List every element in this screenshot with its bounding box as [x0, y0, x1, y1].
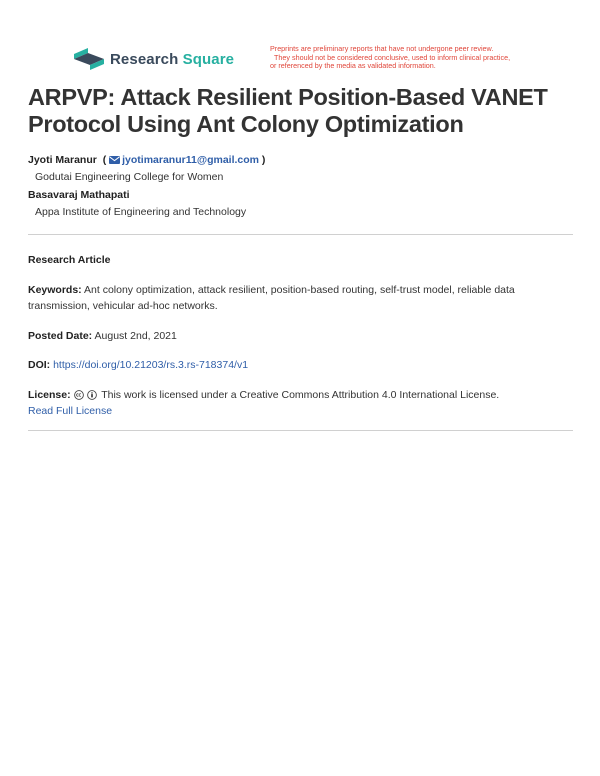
title-line: ARPVP: Attack Resilient Position-Based VANET	[28, 84, 548, 110]
posted-date-label: Posted Date:	[28, 330, 93, 342]
cc-icon	[74, 390, 84, 400]
author-1: Jyoti Maranur ( jyotimaranur11@gmail.com )	[28, 154, 266, 166]
author-name: Basavaraj Mathapati	[28, 189, 130, 201]
divider-bottom	[28, 430, 573, 431]
author-email-link[interactable]	[109, 154, 262, 166]
research-square-logo-icon	[74, 48, 104, 70]
logo-text	[110, 51, 234, 68]
preprint-notice	[270, 45, 560, 71]
doi-link[interactable]: https://doi.org/10.21203/rs.3.rs-718374/v1	[53, 359, 249, 371]
research-square-logo[interactable]	[74, 48, 234, 70]
license	[28, 387, 573, 419]
logo-word-square: Square	[182, 50, 235, 68]
paper-title	[28, 84, 573, 138]
author-2	[28, 187, 573, 203]
author-email: jyotimaranur11@gmail.com	[122, 154, 259, 166]
license-label: License:	[28, 389, 71, 401]
doi-label: DOI:	[28, 359, 51, 371]
license-text: This work is licensed under a Creative Commons Attribution 4.0 International License.	[101, 389, 500, 401]
by-icon	[87, 390, 97, 400]
author-name: Jyoti Maranur	[28, 154, 97, 166]
doi	[28, 357, 573, 373]
notice-line: Preprints are preliminary reports that have not undergone peer review.	[270, 44, 494, 53]
article-type	[28, 252, 573, 268]
divider-top	[28, 234, 573, 235]
keywords-value: Ant colony optimization, attack resilient, position-based routing, self-trust model, reliable data transmission, vehicular ad-hoc networks.	[28, 284, 515, 312]
envelope-icon	[109, 156, 120, 164]
author-affiliation: Appa Institute of Engineering and Technology	[35, 206, 247, 218]
logo-word-research: Research	[110, 50, 179, 68]
author-list	[28, 152, 573, 222]
title-line: Protocol Using Ant Colony Optimization	[28, 111, 464, 137]
posted-date-value: August 2nd, 2021	[94, 330, 177, 342]
posted-date	[28, 328, 573, 344]
article-type-label: Research Article	[28, 254, 111, 266]
keywords	[28, 282, 573, 314]
notice-line: They should not be considered conclusive, used to inform clinical practice,	[274, 52, 511, 62]
read-full-license-link[interactable]: Read Full License	[28, 405, 113, 417]
notice-line: or referenced by the media as validated information.	[270, 61, 436, 71]
keywords-label: Keywords:	[28, 284, 82, 296]
author-affiliation: Godutai Engineering College for Women	[35, 171, 224, 183]
